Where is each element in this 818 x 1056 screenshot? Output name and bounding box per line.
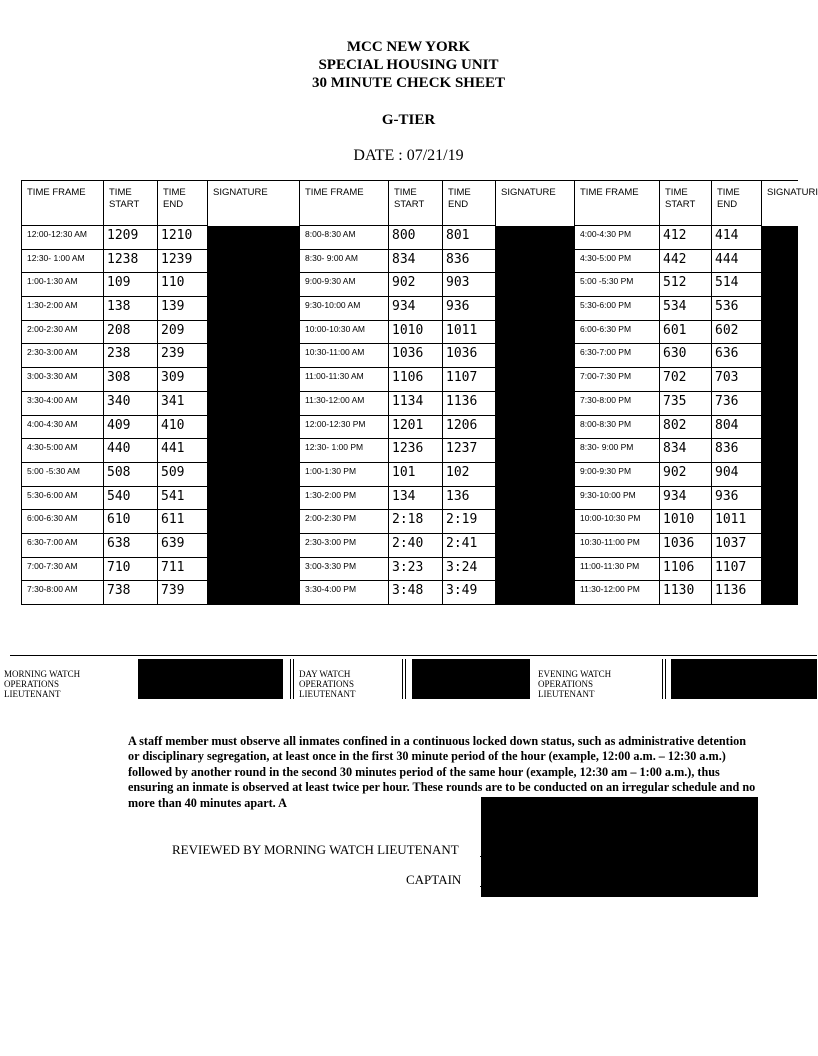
- time-start-cell: 934: [660, 486, 712, 510]
- signature-cell-redacted: [496, 320, 575, 344]
- time-end-cell: 611: [158, 510, 208, 534]
- time-start-cell: 540: [104, 486, 158, 510]
- time-start-cell: 834: [660, 439, 712, 463]
- time-end-cell: 441: [158, 439, 208, 463]
- time-end-cell: 541: [158, 486, 208, 510]
- time-frame-cell: 1:00-1:30 AM: [22, 273, 104, 297]
- time-frame-cell: 4:30-5:00 AM: [22, 439, 104, 463]
- time-start-cell: 2:18: [389, 510, 443, 534]
- time-start-cell: 630: [660, 344, 712, 368]
- time-frame-cell: 10:30-11:00 AM: [300, 344, 389, 368]
- time-end-cell: 444: [712, 249, 762, 273]
- unit-title: SPECIAL HOUSING UNIT: [318, 57, 499, 73]
- table-row: [22, 273, 798, 297]
- watch-signoff-section: [4, 655, 817, 710]
- time-end-cell: 3:24: [443, 557, 496, 581]
- table-row: [22, 226, 798, 250]
- time-end-cell: 414: [712, 226, 762, 250]
- signature-cell-redacted: [208, 297, 300, 321]
- col-time-start: TIME START: [104, 181, 158, 226]
- time-start-cell: 1010: [660, 510, 712, 534]
- time-end-cell: 309: [158, 368, 208, 392]
- time-start-cell: 738: [104, 581, 158, 605]
- time-frame-cell: 8:30- 9:00 PM: [575, 439, 660, 463]
- time-end-cell: 410: [158, 415, 208, 439]
- signature-cell-redacted: [762, 368, 798, 392]
- time-frame-cell: 5:00 -5:30 AM: [22, 462, 104, 486]
- signature-cell-redacted: [208, 462, 300, 486]
- time-frame-cell: 3:30-4:00 AM: [22, 391, 104, 415]
- table-row: [22, 368, 798, 392]
- signature-cell-redacted: [208, 533, 300, 557]
- divider: [402, 659, 406, 699]
- time-frame-cell: 11:00-11:30 PM: [575, 557, 660, 581]
- time-end-cell: 1011: [443, 320, 496, 344]
- table-row: [22, 486, 798, 510]
- captain-label: CAPTAIN: [406, 872, 462, 887]
- time-start-cell: 610: [104, 510, 158, 534]
- time-frame-cell: 9:00-9:30 PM: [575, 462, 660, 486]
- signature-cell-redacted: [762, 297, 798, 321]
- time-end-cell: 639: [158, 533, 208, 557]
- morning-watch-label: MORNING WATCH OPERATIONS LIEUTENANT: [4, 669, 81, 699]
- signature-cell-redacted: [762, 344, 798, 368]
- time-frame-cell: 5:30-6:00 PM: [575, 297, 660, 321]
- time-start-cell: 902: [389, 273, 443, 297]
- time-start-cell: 1238: [104, 249, 158, 273]
- signature-cell-redacted: [762, 391, 798, 415]
- signature-cell-redacted: [762, 581, 798, 605]
- time-end-cell: 936: [712, 486, 762, 510]
- time-end-cell: 636: [712, 344, 762, 368]
- table-row: [22, 533, 798, 557]
- signature-cell-redacted: [762, 273, 798, 297]
- signature-cell-redacted: [496, 510, 575, 534]
- time-start-cell: 800: [389, 226, 443, 250]
- time-start-cell: 534: [660, 297, 712, 321]
- table-row: [22, 320, 798, 344]
- col-signature: SIGNATURE: [496, 181, 575, 226]
- table-header-row: [22, 181, 798, 226]
- time-start-cell: 638: [104, 533, 158, 557]
- time-frame-cell: 5:00 -5:30 PM: [575, 273, 660, 297]
- sheet-title: 30 MINUTE CHECK SHEET: [312, 75, 505, 91]
- time-frame-cell: 3:00-3:30 AM: [22, 368, 104, 392]
- facility-title: MCC NEW YORK: [346, 39, 471, 55]
- time-end-cell: 804: [712, 415, 762, 439]
- table-row: [22, 510, 798, 534]
- signature-cell-redacted: [208, 320, 300, 344]
- time-frame-cell: 12:30- 1:00 AM: [22, 249, 104, 273]
- table-row: [22, 415, 798, 439]
- time-frame-cell: 9:30-10:00 AM: [300, 297, 389, 321]
- signature-cell-redacted: [208, 439, 300, 463]
- table-row: [22, 439, 798, 463]
- col-time-frame: TIME FRAME: [22, 181, 104, 226]
- time-end-cell: 1107: [443, 368, 496, 392]
- signature-cell-redacted: [208, 510, 300, 534]
- signature-cell-redacted: [208, 273, 300, 297]
- time-end-cell: 703: [712, 368, 762, 392]
- time-start-cell: 440: [104, 439, 158, 463]
- time-frame-cell: 4:30-5:00 PM: [575, 249, 660, 273]
- table-row: [22, 249, 798, 273]
- time-end-cell: 904: [712, 462, 762, 486]
- time-start-cell: 1106: [660, 557, 712, 581]
- time-end-cell: 1210: [158, 226, 208, 250]
- date-label: DATE : 07/21/19: [353, 147, 464, 164]
- time-end-cell: 1136: [712, 581, 762, 605]
- tier-label: G-TIER: [381, 112, 436, 128]
- time-start-cell: 902: [660, 462, 712, 486]
- signature-cell-redacted: [762, 510, 798, 534]
- signature-cell-redacted: [762, 249, 798, 273]
- time-frame-cell: 12:00-12:30 PM: [300, 415, 389, 439]
- redaction-block: [481, 797, 758, 897]
- signature-cell-redacted: [762, 533, 798, 557]
- time-frame-cell: 6:30-7:00 PM: [575, 344, 660, 368]
- col-signature: SIGNATURE: [208, 181, 300, 226]
- time-frame-cell: 8:00-8:30 PM: [575, 415, 660, 439]
- col-time-end: TIME END: [443, 181, 496, 226]
- time-start-cell: 208: [104, 320, 158, 344]
- time-frame-cell: 8:30- 9:00 AM: [300, 249, 389, 273]
- signature-cell-redacted: [496, 344, 575, 368]
- signature-cell-redacted: [208, 557, 300, 581]
- time-frame-cell: 8:00-8:30 AM: [300, 226, 389, 250]
- time-frame-cell: 7:00-7:30 AM: [22, 557, 104, 581]
- signature-cell-redacted: [496, 226, 575, 250]
- time-frame-cell: 9:00-9:30 AM: [300, 273, 389, 297]
- time-frame-cell: 6:00-6:30 AM: [22, 510, 104, 534]
- time-start-cell: 601: [660, 320, 712, 344]
- time-start-cell: 1010: [389, 320, 443, 344]
- time-start-cell: 834: [389, 249, 443, 273]
- time-frame-cell: 4:00-4:30 AM: [22, 415, 104, 439]
- signature-cell-redacted: [762, 439, 798, 463]
- time-start-cell: 412: [660, 226, 712, 250]
- signature-cell-redacted: [496, 368, 575, 392]
- signature-cell-redacted: [496, 415, 575, 439]
- signature-cell-redacted: [762, 462, 798, 486]
- time-frame-cell: 3:30-4:00 PM: [300, 581, 389, 605]
- time-end-cell: 836: [712, 439, 762, 463]
- time-start-cell: 934: [389, 297, 443, 321]
- signature-cell-redacted: [208, 344, 300, 368]
- signature-cell-redacted: [496, 557, 575, 581]
- time-frame-cell: 12:00-12:30 AM: [22, 226, 104, 250]
- time-end-cell: 341: [158, 391, 208, 415]
- time-end-cell: 739: [158, 581, 208, 605]
- time-frame-cell: 9:30-10:00 PM: [575, 486, 660, 510]
- time-start-cell: 1134: [389, 391, 443, 415]
- col-time-frame: TIME FRAME: [575, 181, 660, 226]
- signature-cell-redacted: [496, 462, 575, 486]
- time-frame-cell: 12:30- 1:00 PM: [300, 439, 389, 463]
- time-end-cell: 801: [443, 226, 496, 250]
- time-frame-cell: 6:00-6:30 PM: [575, 320, 660, 344]
- time-frame-cell: 10:00-10:30 PM: [575, 510, 660, 534]
- table-row: [22, 391, 798, 415]
- time-start-cell: 512: [660, 273, 712, 297]
- time-end-cell: 836: [443, 249, 496, 273]
- time-frame-cell: 1:30-2:00 PM: [300, 486, 389, 510]
- time-end-cell: 536: [712, 297, 762, 321]
- time-start-cell: 442: [660, 249, 712, 273]
- divider: [662, 659, 666, 699]
- signature-cell-redacted: [496, 439, 575, 463]
- time-start-cell: 702: [660, 368, 712, 392]
- signature-cell-redacted: [496, 533, 575, 557]
- time-end-cell: 2:19: [443, 510, 496, 534]
- signature-cell-redacted: [762, 226, 798, 250]
- signature-cell-redacted: [208, 415, 300, 439]
- time-frame-cell: 2:30-3:00 AM: [22, 344, 104, 368]
- time-end-cell: 736: [712, 391, 762, 415]
- time-end-cell: 1237: [443, 439, 496, 463]
- table-row: [22, 297, 798, 321]
- time-frame-cell: 1:30-2:00 AM: [22, 297, 104, 321]
- signature-cell-redacted: [208, 368, 300, 392]
- time-end-cell: 3:49: [443, 581, 496, 605]
- col-time-end: TIME END: [158, 181, 208, 226]
- time-end-cell: 1037: [712, 533, 762, 557]
- signature-line: [480, 856, 490, 857]
- time-end-cell: 1011: [712, 510, 762, 534]
- time-start-cell: 340: [104, 391, 158, 415]
- time-frame-cell: 11:00-11:30 AM: [300, 368, 389, 392]
- signature-cell-redacted: [208, 391, 300, 415]
- time-end-cell: 903: [443, 273, 496, 297]
- col-time-start: TIME START: [660, 181, 712, 226]
- signature-cell-redacted: [208, 249, 300, 273]
- signature-cell-redacted: [496, 581, 575, 605]
- check-log-body: [22, 226, 798, 605]
- time-end-cell: 110: [158, 273, 208, 297]
- time-frame-cell: 11:30-12:00 AM: [300, 391, 389, 415]
- signature-cell-redacted: [208, 226, 300, 250]
- time-frame-cell: 7:00-7:30 PM: [575, 368, 660, 392]
- time-start-cell: 710: [104, 557, 158, 581]
- signature-cell-redacted: [762, 320, 798, 344]
- time-frame-cell: 5:30-6:00 AM: [22, 486, 104, 510]
- table-row: [22, 344, 798, 368]
- time-frame-cell: 2:00-2:30 PM: [300, 510, 389, 534]
- col-time-frame: TIME FRAME: [300, 181, 389, 226]
- col-time-start: TIME START: [389, 181, 443, 226]
- signature-cell-redacted: [762, 415, 798, 439]
- time-frame-cell: 4:00-4:30 PM: [575, 226, 660, 250]
- table-row: [22, 462, 798, 486]
- time-frame-cell: 2:30-3:00 PM: [300, 533, 389, 557]
- time-start-cell: 3:48: [389, 581, 443, 605]
- time-start-cell: 308: [104, 368, 158, 392]
- time-end-cell: 102: [443, 462, 496, 486]
- divider: [290, 659, 294, 699]
- time-start-cell: 138: [104, 297, 158, 321]
- time-frame-cell: 11:30-12:00 PM: [575, 581, 660, 605]
- signature-cell-redacted: [496, 391, 575, 415]
- time-end-cell: 509: [158, 462, 208, 486]
- time-frame-cell: 3:00-3:30 PM: [300, 557, 389, 581]
- time-end-cell: 1136: [443, 391, 496, 415]
- time-end-cell: 711: [158, 557, 208, 581]
- time-frame-cell: 7:30-8:00 AM: [22, 581, 104, 605]
- check-log-table: [21, 180, 818, 605]
- time-start-cell: 1209: [104, 226, 158, 250]
- time-frame-cell: 1:00-1:30 PM: [300, 462, 389, 486]
- signature-cell-redacted: [762, 486, 798, 510]
- signature-cell-redacted: [762, 557, 798, 581]
- time-start-cell: 1236: [389, 439, 443, 463]
- signature-cell-redacted: [496, 249, 575, 273]
- time-start-cell: 802: [660, 415, 712, 439]
- time-start-cell: 2:40: [389, 533, 443, 557]
- time-end-cell: 1107: [712, 557, 762, 581]
- signature-cell-redacted: [208, 486, 300, 510]
- time-start-cell: 1036: [389, 344, 443, 368]
- table-row: [22, 557, 798, 581]
- time-frame-cell: 7:30-8:00 PM: [575, 391, 660, 415]
- time-start-cell: 3:23: [389, 557, 443, 581]
- time-frame-cell: 10:30-11:00 PM: [575, 533, 660, 557]
- time-end-cell: 1239: [158, 249, 208, 273]
- time-start-cell: 134: [389, 486, 443, 510]
- time-start-cell: 1106: [389, 368, 443, 392]
- time-end-cell: 514: [712, 273, 762, 297]
- day-watch-signature-redacted: [412, 659, 530, 699]
- signature-cell-redacted: [208, 581, 300, 605]
- time-start-cell: 1036: [660, 533, 712, 557]
- time-start-cell: 735: [660, 391, 712, 415]
- time-frame-cell: 10:00-10:30 AM: [300, 320, 389, 344]
- policy-note: A staff member must observe all inmates confined in a continuous locked down status, such as administrative detention or disciplinary segregation, at least once in the first 30 minute period of the hour (example, 12:00 a.m. – 12:30 a.m.) followed by another round in the second 30 minutes period of the same hour (example, 12:30 am – 1:00 a.m.), thus ensuring an inmate is observed at least twice per hour. These rounds are to be conducted on an irregular schedule and no more than 40 minutes apart. A: [128, 734, 756, 810]
- time-end-cell: 1036: [443, 344, 496, 368]
- time-start-cell: 508: [104, 462, 158, 486]
- signature-line: [480, 886, 490, 887]
- signature-cell-redacted: [496, 273, 575, 297]
- time-end-cell: 1206: [443, 415, 496, 439]
- evening-watch-signature-redacted: [671, 659, 817, 699]
- time-start-cell: 101: [389, 462, 443, 486]
- table-row: [22, 581, 798, 605]
- time-start-cell: 1201: [389, 415, 443, 439]
- time-start-cell: 238: [104, 344, 158, 368]
- time-start-cell: 1130: [660, 581, 712, 605]
- evening-watch-label: EVENING WATCH OPERATIONS LIEUTENANT: [538, 669, 612, 699]
- time-start-cell: 109: [104, 273, 158, 297]
- time-end-cell: 2:41: [443, 533, 496, 557]
- signature-cell-redacted: [496, 486, 575, 510]
- time-end-cell: 239: [158, 344, 208, 368]
- time-start-cell: 409: [104, 415, 158, 439]
- morning-watch-signature-redacted: [138, 659, 283, 699]
- reviewed-by-label: REVIEWED BY MORNING WATCH LIEUTENANT: [172, 842, 459, 857]
- time-end-cell: 602: [712, 320, 762, 344]
- time-end-cell: 136: [443, 486, 496, 510]
- col-time-end: TIME END: [712, 181, 762, 226]
- signature-cell-redacted: [496, 297, 575, 321]
- day-watch-label: DAY WATCH OPERATIONS LIEUTENANT: [299, 669, 356, 699]
- time-frame-cell: 2:00-2:30 AM: [22, 320, 104, 344]
- time-end-cell: 936: [443, 297, 496, 321]
- time-end-cell: 139: [158, 297, 208, 321]
- col-signature: SIGNATURI: [762, 181, 798, 226]
- time-end-cell: 209: [158, 320, 208, 344]
- time-frame-cell: 6:30-7:00 AM: [22, 533, 104, 557]
